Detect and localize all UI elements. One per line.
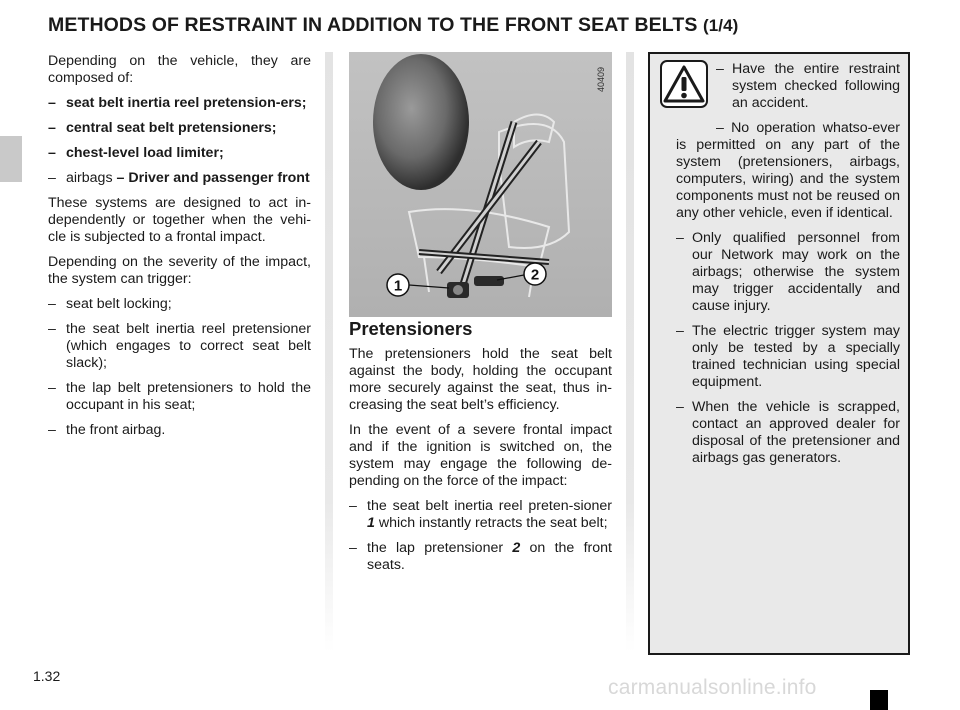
warning-item-text: Only qualified personnel from our Network may work on the airbags; otherwise the system may trigger accidentally and cause injury.	[692, 230, 900, 314]
title-text: METHODS OF RESTRAINT IN ADDITION TO THE FRONT SEAT BELTS	[48, 14, 698, 36]
dash: –	[48, 170, 56, 186]
section-heading: Pretensioners	[349, 318, 473, 339]
callout-2: 2	[530, 266, 540, 284]
list-item	[48, 380, 311, 414]
warning-item-text: Have the entire restraint system checked following an accident.	[732, 61, 900, 111]
list-item-text: central seat belt pretensioners;	[66, 120, 277, 136]
list-item-text: the lap pretensioner	[367, 540, 504, 556]
reference-number: 2	[512, 540, 521, 556]
watermark: carmanualsonline.info	[608, 676, 817, 699]
dash: –	[676, 323, 684, 339]
callout-1: 1	[393, 277, 403, 295]
page-number: 1.32	[33, 668, 61, 684]
dash: –	[48, 296, 56, 312]
list-item	[48, 296, 311, 313]
reference-number: 1	[367, 515, 375, 531]
seat-illustration	[349, 52, 612, 317]
list-item-text: on the front seats.	[367, 540, 612, 573]
list-item-prefix: airbags	[66, 170, 113, 186]
list-item-text: which instantly retracts the seat belt;	[378, 515, 608, 531]
intro-text: Depending on the vehicle, they are composed of:	[48, 53, 311, 86]
dash: –	[48, 120, 56, 136]
airbag-shape	[373, 54, 469, 190]
list-item-text: seat belt locking;	[66, 296, 172, 312]
list-item	[349, 540, 612, 574]
warning-item	[716, 61, 900, 112]
column-divider	[626, 52, 634, 652]
dash: –	[676, 230, 684, 246]
list-item	[48, 120, 311, 137]
dash: –	[349, 540, 357, 556]
list-item-text: the lap belt pretensioners to hold the occupant in his seat;	[66, 380, 311, 413]
section-tab	[0, 136, 22, 182]
dash: –	[676, 399, 684, 415]
warning-text	[676, 61, 900, 475]
warning-paragraph: – No operation whatso-ever is permitted on any part of the system (pretensioners, airbags, computers, wiring) and the system components must not be reused on any other vehicle, even if identical.	[676, 120, 900, 221]
paragraph: Depending on the severity of the impact, the system can trigger:	[48, 254, 311, 287]
list-item-text: the front airbag.	[66, 422, 166, 438]
list-item-text: chest-level load limiter;	[66, 145, 224, 161]
list-item-text: seat belt inertia reel pretension-ers;	[66, 95, 307, 111]
page-marker	[870, 690, 888, 710]
warning-item	[676, 399, 900, 467]
warning-item	[676, 323, 900, 391]
dash: –	[48, 95, 56, 111]
list-item-text: the seat belt inertia reel preten-sioner	[367, 498, 612, 514]
warning-item-text: The electric trigger system may only be tested by a specially trained technician using special equipment.	[692, 323, 900, 390]
warning-item-text: When the vehicle is scrapped, contact an approved dealer for disposal of the pretensioner and airbags gas generators.	[692, 399, 900, 466]
list-item-text: the seat belt inertia reel pretensioner (which engages to correct seat belt slack);	[66, 321, 311, 371]
list-item	[349, 498, 612, 532]
dash: –	[48, 321, 56, 337]
warning-item	[676, 230, 900, 315]
column-divider	[325, 52, 333, 652]
left-column	[48, 53, 311, 447]
dash: –	[716, 61, 724, 77]
list-item	[48, 95, 311, 112]
seat-airbag-drawing	[349, 52, 612, 317]
list-item	[48, 145, 311, 162]
middle-column	[349, 320, 612, 582]
dash: –	[48, 145, 56, 161]
page-title	[48, 14, 928, 37]
list-item	[48, 170, 311, 187]
list-item-text: – Driver and passenger front	[116, 170, 310, 186]
paragraph: In the event of a severe frontal impact and if the ignition is switched on, the system may engage the following de-pending on the force of the impact:	[349, 422, 612, 489]
dash: –	[349, 498, 357, 514]
paragraph: These systems are designed to act in-dependently or together when the vehi-cle is subjected to a frontal impact.	[48, 195, 311, 245]
figure-reference: 40409	[596, 66, 606, 92]
dash: –	[48, 422, 56, 438]
title-part: (1/4)	[702, 16, 739, 35]
dash: –	[48, 380, 56, 396]
list-item	[48, 422, 311, 439]
paragraph: The pretensioners hold the seat belt against the body, holding the occupant more securely against the seat, thus in-creasing the seat belt’s efficiency.	[349, 346, 612, 413]
list-item	[48, 321, 311, 372]
